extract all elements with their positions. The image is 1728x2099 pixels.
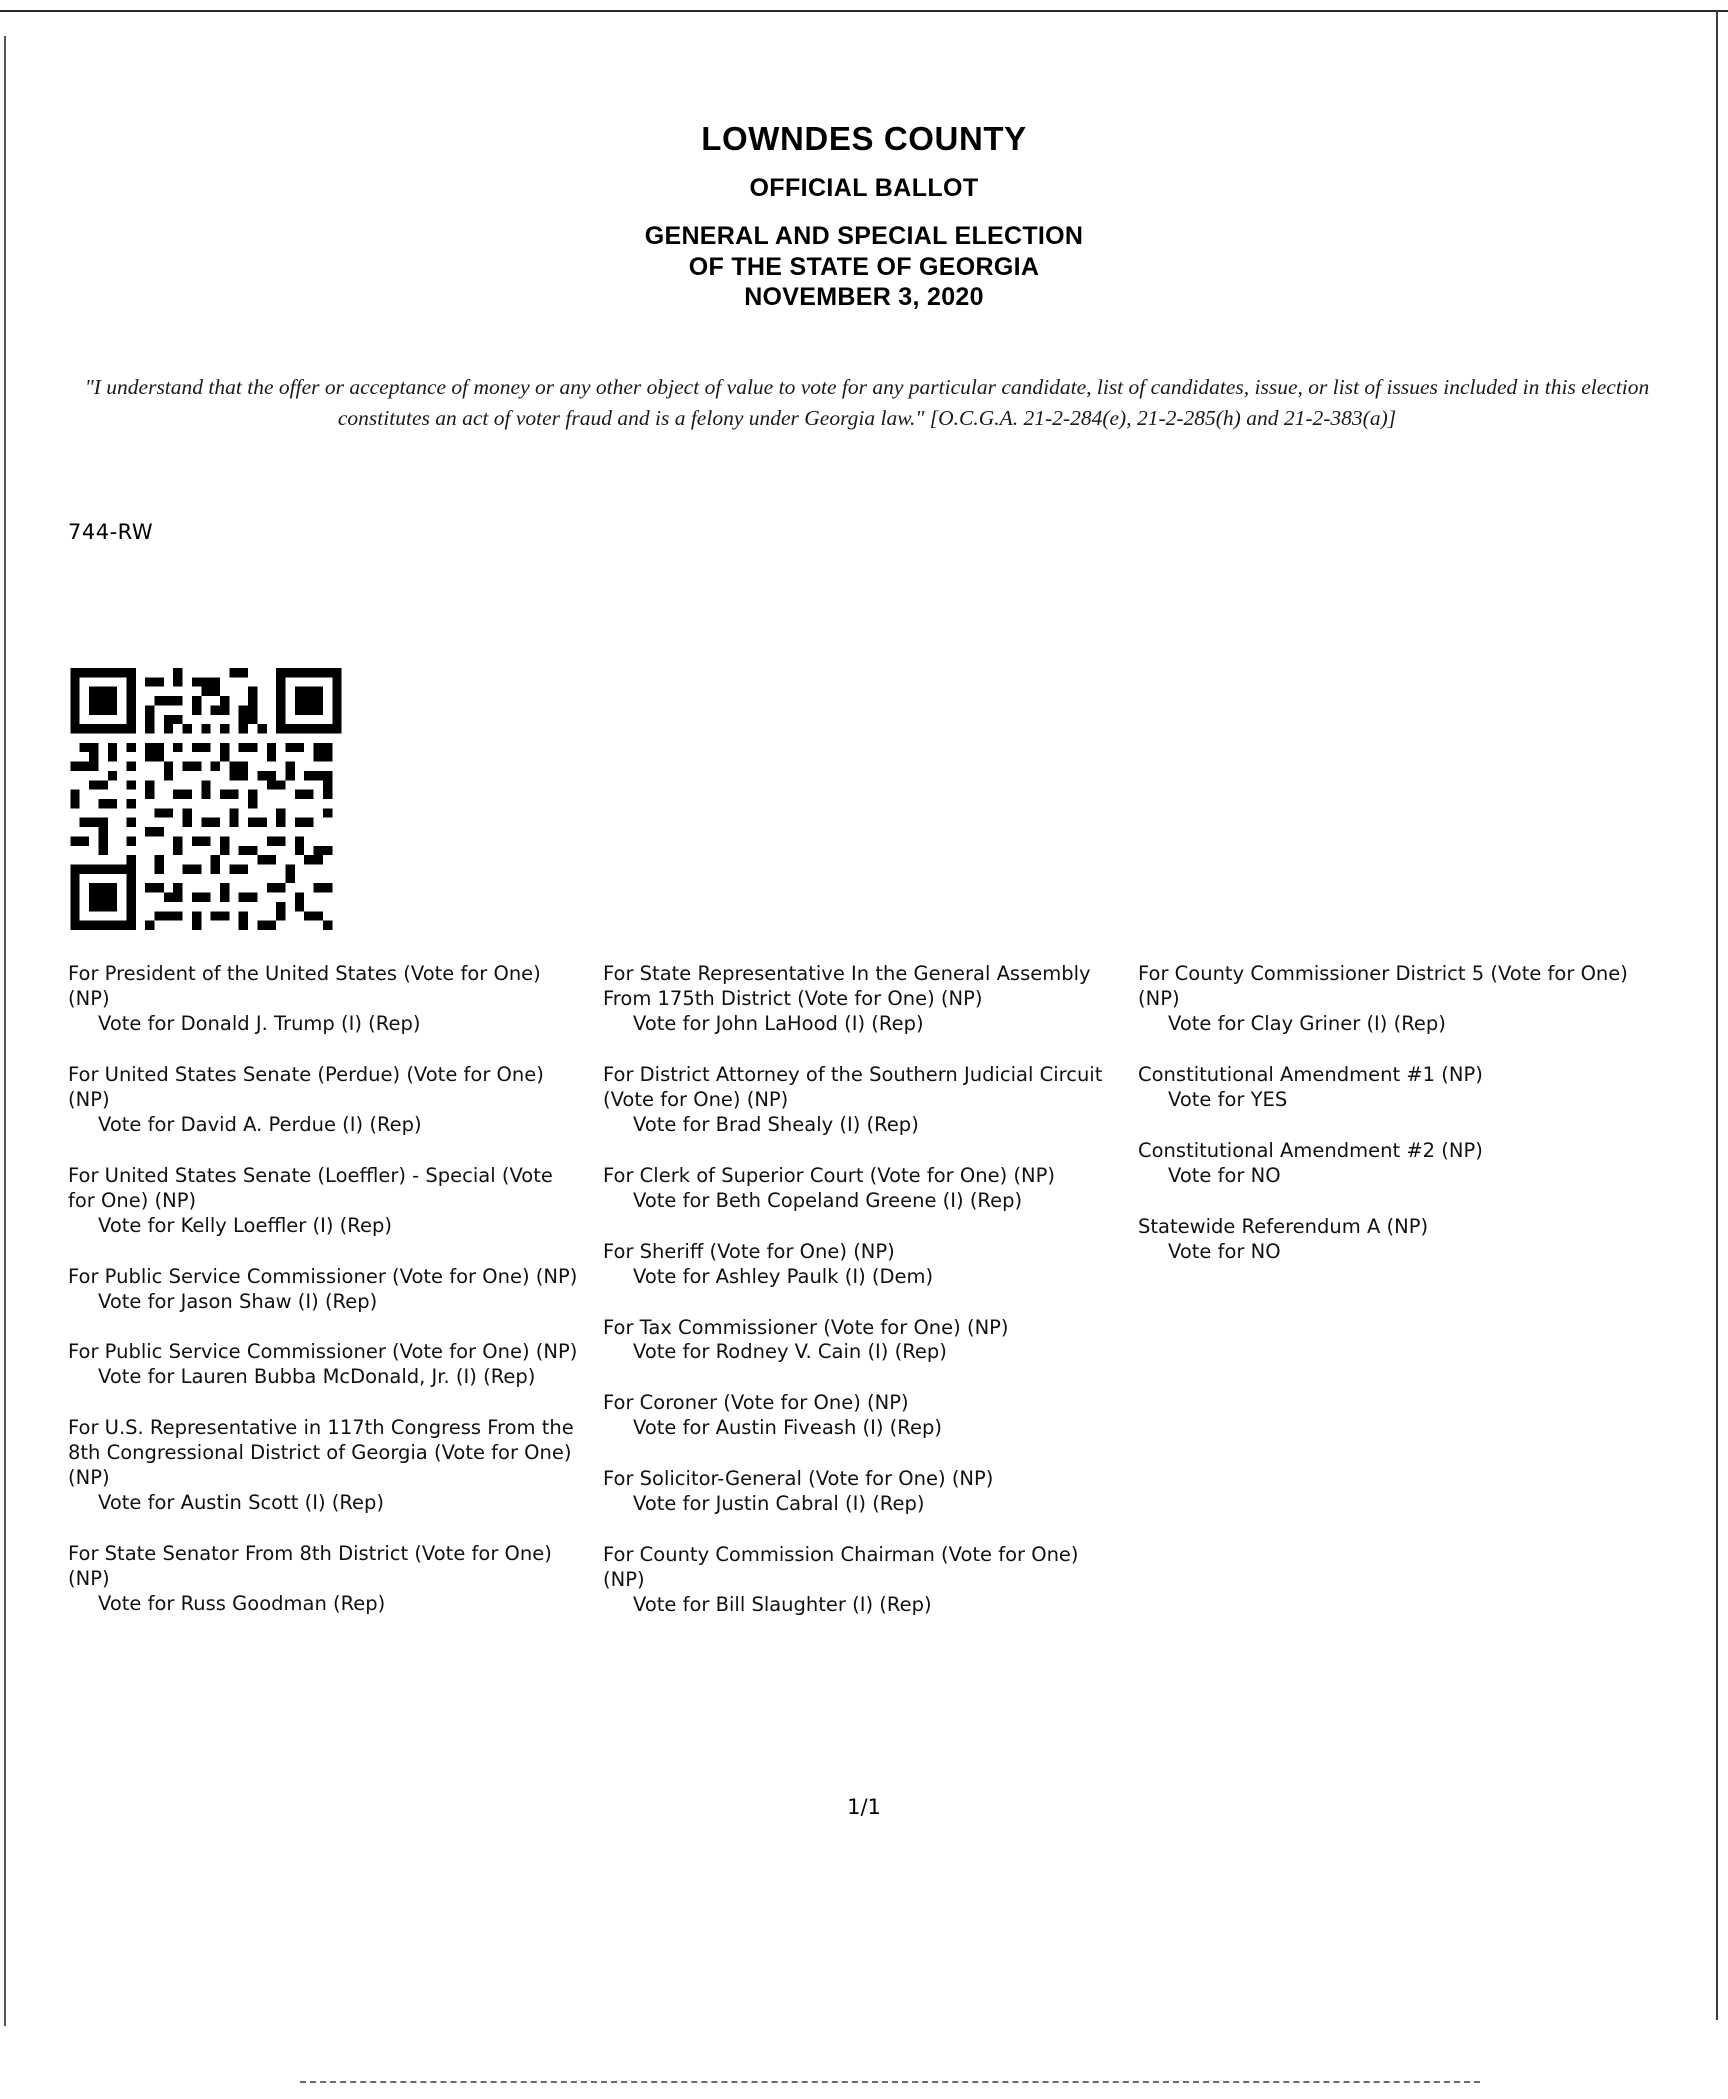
- ballot-style-id: 744-RW: [68, 520, 154, 544]
- contest-item: [1138, 962, 1650, 1037]
- contest-selection: Vote for Brad Shealy (I) (Rep): [633, 1112, 919, 1136]
- contest-item: [68, 1063, 585, 1138]
- contest-title: For Public Service Commissioner (Vote for One) (NP): [68, 1264, 578, 1288]
- contest-title: For Sheriff (Vote for One) (NP): [603, 1239, 895, 1263]
- contest-item: [68, 1164, 585, 1239]
- contest-item: [603, 1391, 1120, 1441]
- contest-title: For Public Service Commissioner (Vote for One) (NP): [68, 1340, 578, 1364]
- contest-item: [68, 1542, 585, 1617]
- page-number: 1/1: [847, 1795, 881, 1819]
- contest-selection: Vote for John LaHood (I) (Rep): [633, 1011, 924, 1035]
- contest-selection: Vote for Kelly Loeffler (I) (Rep): [98, 1213, 392, 1237]
- contest-selection: Vote for NO: [1168, 1239, 1281, 1263]
- contest-selection: Vote for Rodney V. Cain (I) (Rep): [633, 1340, 947, 1364]
- contest-title: For United States Senate (Perdue) (Vote for One) (NP): [68, 1062, 544, 1111]
- contest-selection: Vote for YES: [1168, 1087, 1288, 1111]
- election-title-line2: OF THE STATE OF GEORGIA: [688, 252, 1040, 281]
- contest-selection: Vote for Jason Shaw (I) (Rep): [98, 1289, 378, 1313]
- contest-item: [603, 1316, 1120, 1366]
- contest-selection: Vote for Ashley Paulk (I) (Dem): [633, 1264, 934, 1288]
- scan-edge-left: [4, 36, 6, 2026]
- qr-code-icon: [70, 668, 342, 930]
- contest-title: Constitutional Amendment #2 (NP): [1138, 1138, 1483, 1162]
- contest-selection: Vote for Lauren Bubba McDonald, Jr. (I) (Rep): [98, 1365, 536, 1389]
- contest-selection: Vote for Bill Slaughter (I) (Rep): [633, 1593, 932, 1617]
- contest-title: For Solicitor-General (Vote for One) (NP): [603, 1467, 994, 1491]
- contest-title: For District Attorney of the Southern Judicial Circuit (Vote for One) (NP): [603, 1062, 1103, 1111]
- contest-column-1: [68, 962, 603, 1644]
- contest-column-3: [1138, 962, 1668, 1644]
- contest-item: [68, 1265, 585, 1315]
- contest-title: For County Commissioner District 5 (Vote for One) (NP): [1138, 962, 1628, 1010]
- contest-item: [68, 1416, 585, 1516]
- contest-item: [603, 1240, 1120, 1290]
- contest-selection: Vote for Donald J. Trump (I) (Rep): [98, 1011, 421, 1035]
- contest-title: For Coroner (Vote for One) (NP): [603, 1391, 909, 1415]
- contest-selection: Vote for NO: [1168, 1163, 1281, 1187]
- contest-selection: Vote for David A. Perdue (I) (Rep): [98, 1112, 422, 1136]
- county-title: LOWNDES COUNTY: [701, 120, 1027, 157]
- contest-item: [603, 1164, 1120, 1214]
- voter-oath-text: "I understand that the offer or acceptance of money or any other object of value to vote for any particular candidate, list of candidates, issue, or list of issues included in this election constitutes an act of voter fraud and is a felony under Georgia law." [O.C.G.A. 21-2-284(e), 21-2-285(h) and 21-2-383(a)]: [84, 375, 1650, 431]
- ballot-header: [0, 120, 1728, 313]
- election-date: NOVEMBER 3, 2020: [744, 283, 984, 311]
- contest-selection: Vote for Austin Fiveash (I) (Rep): [633, 1416, 942, 1440]
- contest-title: For State Representative In the General Assembly From 175th District (Vote for One) (NP): [603, 962, 1091, 1010]
- election-title-line1: GENERAL AND SPECIAL ELECTION: [644, 222, 1084, 250]
- contest-title: For United States Senate (Loeffler) - Special (Vote for One) (NP): [68, 1163, 553, 1212]
- contest-item: [603, 1063, 1120, 1138]
- contest-selection: Vote for Justin Cabral (I) (Rep): [633, 1492, 925, 1516]
- contest-item: [68, 1340, 585, 1390]
- scan-edge-bottom: [300, 2079, 1480, 2083]
- contest-item: [1138, 1063, 1650, 1113]
- contest-columns: [68, 962, 1668, 1644]
- contest-column-2: [603, 962, 1138, 1644]
- contest-selection: Vote for Clay Griner (I) (Rep): [1168, 1011, 1446, 1035]
- contest-title: For County Commission Chairman (Vote for One) (NP): [603, 1543, 1079, 1592]
- contest-selection: Vote for Beth Copeland Greene (I) (Rep): [633, 1188, 1023, 1212]
- contest-title: For State Senator From 8th District (Vote for One) (NP): [68, 1542, 552, 1591]
- contest-title: Statewide Referendum A (NP): [1138, 1214, 1429, 1238]
- contest-title: For Clerk of Superior Court (Vote for One) (NP): [603, 1163, 1055, 1187]
- contest-item: [603, 1467, 1120, 1517]
- contest-item: [1138, 1139, 1650, 1189]
- contest-selection: Vote for Austin Scott (I) (Rep): [98, 1491, 385, 1515]
- contest-title: For U.S. Representative in 117th Congress From the 8th Congressional District of Georgia (Vote for One) (NP): [68, 1416, 574, 1490]
- scan-edge-top: [0, 10, 1728, 12]
- contest-item: [603, 962, 1120, 1037]
- contest-item: [68, 962, 585, 1037]
- contest-title: Constitutional Amendment #1 (NP): [1138, 1062, 1483, 1086]
- contest-item: [1138, 1215, 1650, 1265]
- official-ballot-title: OFFICIAL BALLOT: [749, 174, 979, 202]
- contest-item: [603, 1543, 1120, 1618]
- contest-title: For President of the United States (Vote for One) (NP): [68, 962, 541, 1010]
- contest-title: For Tax Commissioner (Vote for One) (NP): [603, 1315, 1009, 1339]
- contest-selection: Vote for Russ Goodman (Rep): [98, 1592, 386, 1616]
